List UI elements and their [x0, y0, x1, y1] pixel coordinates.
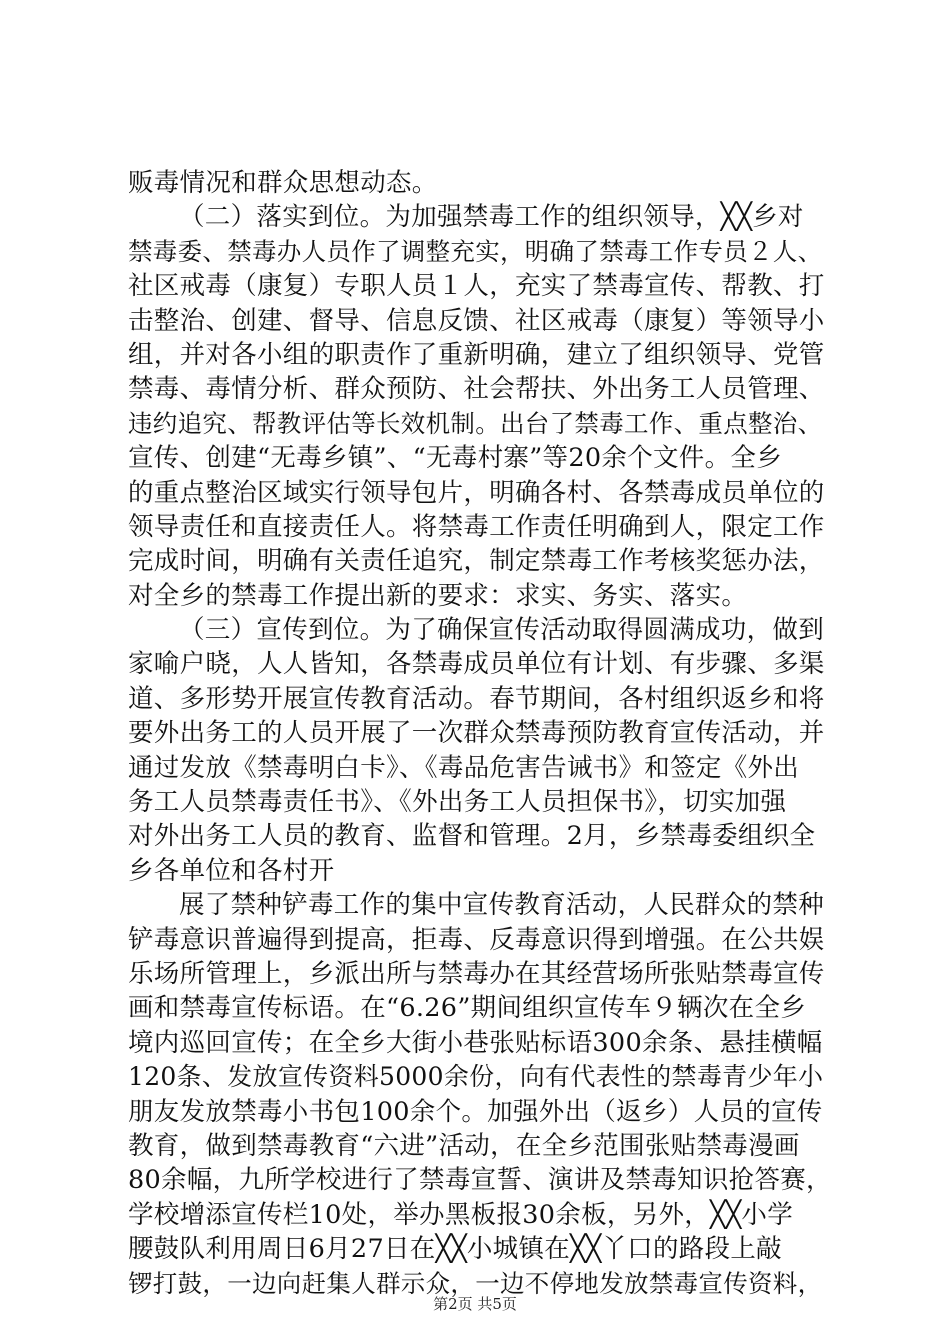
text-line: 教育，做到禁毒教育“六进”活动，在全乡范围张贴禁毒漫画 [128, 1130, 800, 1161]
text-line: 违约追究、帮教评估等长效机制。出台了禁毒工作、重点整治、 [128, 408, 823, 438]
text-line: 贩毒情况和群众思想动态。 [128, 168, 438, 198]
body-text [128, 166, 834, 1301]
text-line: 组，并对各小组的职责作了重新明确，建立了组织领导、党管 [128, 339, 825, 370]
text-line: 要外出务工的人员开展了一次群众禁毒预防教育宣传活动，并 [128, 718, 825, 749]
text-line: 锣打鼓，一边向赶集人群示众，一边不停地发放禁毒宣传资料， [128, 1268, 823, 1298]
text-line: （三）宣传到位。为了确保宣传活动取得圆满成功，做到 [179, 615, 825, 646]
text-line: 对全乡的禁毒工作提出新的要求：求实、务实、落实。 [128, 580, 748, 611]
text-line: 务工人员禁毒责任书》、《外出务工人员担保书》，切实加强 [128, 787, 787, 818]
text-line: 道、多形势开展宣传教育活动。春节期间，各村组织返乡和将 [128, 683, 825, 714]
text-line: 80余幅，九所学校进行了禁毒宣誓、演讲及禁毒知识抢答赛， [128, 1165, 832, 1196]
text-line: 乡各单位和各村开 [128, 855, 335, 886]
text-line: 击整治、创建、督导、信息反馈、社区戒毒（康复）等领导小 [128, 305, 825, 336]
text-line: 120条、发放宣传资料5000余份，向有代表性的禁毒青少年小 [128, 1062, 824, 1092]
text-line: 展了禁种铲毒工作的集中宣传教育活动，人民群众的禁种 [179, 890, 825, 921]
text-line: （二）落实到位。为加强禁毒工作的组织领导，╳╳乡对 [179, 202, 804, 233]
text-line: 铲毒意识普遍得到提高，拒毒、反毒意识得到增强。在公共娱 [128, 924, 825, 955]
text-line: 乐场所管理上，乡派出所与禁毒办在其经营场所张贴禁毒宣传 [128, 958, 825, 989]
text-line: 境内巡回宣传；在全乡大街小巷张贴标语300余条、悬挂横幅 [128, 1027, 823, 1058]
text-line: 禁毒、毒情分析、群众预防、社会帮扶、外出务工人员管理、 [128, 374, 825, 405]
text-line: 朋友发放禁毒小书包100余个。加强外出（返乡）人员的宣传 [128, 1096, 823, 1127]
text-line: 腰鼓队利用周日6月27日在╳╳小城镇在╳╳丫口的路段上敲 [128, 1234, 782, 1265]
page-footer [0, 1294, 950, 1314]
text-line: 领导责任和直接责任人。将禁毒工作责任明确到人，限定工作 [128, 511, 825, 542]
text-line: 家喻户晓，人人皆知，各禁毒成员单位有计划、有步骤、多渠 [128, 649, 825, 680]
text-line: 的重点整治区域实行领导包片，明确各村、各禁毒成员单位的 [128, 477, 825, 508]
text-line: 学校增添宣传栏10处，举办黑板报30余板，另外，╳╳小学 [128, 1199, 794, 1230]
text-line: 完成时间，明确有关责任追究，制定禁毒工作考核奖惩办法， [128, 546, 825, 577]
page-number: 第2页 共5页 [433, 1295, 517, 1313]
text-line: 宣传、创建“无毒乡镇”、“无毒村寨”等20余个文件。全乡 [128, 443, 782, 474]
text-line: 对外出务工人员的教育、监督和管理。2月，乡禁毒委组织全 [128, 821, 816, 852]
text-line: 通过发放《禁毒明白卡》、《毒品危害告诫书》和签定《外出 [128, 752, 800, 783]
text-line: 社区戒毒（康复）专职人员１人，充实了禁毒宣传、帮教、打 [128, 271, 825, 302]
text-line: 画和禁毒宣传标语。在“6.26”期间组织宣传车９辆次在全乡 [128, 993, 807, 1024]
text-line: 禁毒委、禁毒办人员作了调整充实，明确了禁毒工作专员２人、 [128, 236, 823, 266]
